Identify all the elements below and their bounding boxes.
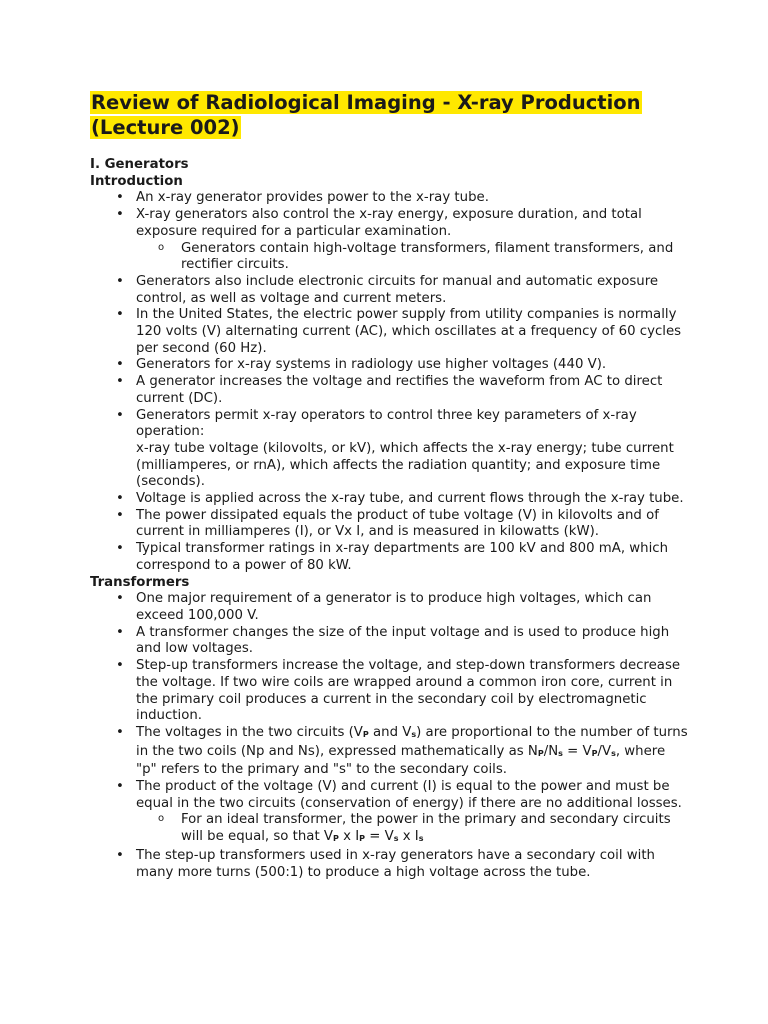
text-fragment: = V (562, 743, 592, 759)
list-item: • The power dissipated equals the product of tube voltage (V) in kilovolts and of current in milliamperes (I), or Vx I, and is measured in kilowatts (kW). (90, 508, 690, 541)
subscript: P (591, 748, 598, 758)
sub-list-item (136, 812, 690, 847)
list-item-continuation: x-ray tube voltage (kilovolts, or kV), which affects the x-ray energy; tube current (milliamperes, or rnA), which affects the radiation quantity; and exposure time (seconds). (136, 440, 674, 490)
list-item: • A transformer changes the size of the input voltage and is used to produce high and low voltages. (90, 625, 690, 658)
list-item: • Voltage is applied across the x-ray tube, and current flows through the x-ray tube. (90, 491, 690, 508)
text-fragment: /N (543, 743, 559, 759)
introduction-heading: Introduction (90, 173, 183, 189)
list-item (90, 779, 690, 848)
list-item (90, 408, 690, 492)
sub-list (136, 241, 690, 274)
title-line-2: (Lecture 002) (91, 116, 240, 139)
text-fragment: , where "p" refers to the primary and "s" to the secondary coils. (136, 743, 666, 778)
document-title (90, 90, 690, 140)
introduction-list (90, 190, 690, 574)
list-item (90, 207, 690, 274)
list-item: • The step-up transformers used in x-ray generators have a secondary coil with many more turns (500:1) to produce a high voltage across the tube. (90, 848, 690, 881)
transformers-list (90, 591, 690, 881)
subscript: s (558, 748, 563, 758)
text-fragment: = V (365, 829, 394, 845)
list-item-text: The product of the voltage (V) and current (I) is equal to the power and must be equal in the two circuits (conservation of energy) if there are no additional losses. (136, 779, 682, 811)
text-fragment: x I (338, 829, 360, 845)
subscript: P (359, 834, 365, 844)
title-line-1: Review of Radiological Imaging - X-ray Production (91, 91, 641, 114)
list-item: • Step-up transformers increase the voltage, and step-down transformers decrease the voltage. If two wire coils are wrapped around a common iron core, current in the primary coil produces a current in the secondary coil by electromagnetic induction. (90, 658, 690, 725)
list-item: • A generator increases the voltage and rectifies the waveform from AC to direct current (DC). (90, 374, 690, 407)
subscript: P (362, 729, 369, 739)
transformers-heading: Transformers (90, 574, 190, 590)
text-fragment: For an ideal transformer, the power in the primary and secondary circuits will be equal, so that V (181, 812, 671, 845)
text-fragment: /V (597, 743, 612, 759)
sub-list (136, 812, 690, 847)
sub-list-item: o Generators contain high-voltage transformers, filament transformers, and rectifier circuits. (136, 241, 690, 274)
list-item-text: Generators permit x-ray operators to control three key parameters of x-ray operation: (136, 407, 637, 440)
list-item (90, 725, 690, 779)
text-fragment: ) are proportional to the number of turns in the two coils (Np and Ns), expressed mathematically as N (136, 724, 688, 759)
text-fragment: and V (368, 724, 412, 740)
list-item: • Typical transformer ratings in x-ray departments are 100 kV and 800 mA, which correspond to a power of 80 kW. (90, 541, 690, 574)
list-item: • Generators also include electronic circuits for manual and automatic exposure control, as well as voltage and current meters. (90, 274, 690, 307)
list-item: • An x-ray generator provides power to the x-ray tube. (90, 190, 690, 207)
list-item: • Generators for x-ray systems in radiology use higher voltages (440 V). (90, 357, 690, 374)
text-fragment: x I (398, 829, 419, 845)
list-item-text: X-ray generators also control the x-ray energy, exposure duration, and total exposure required for a particular examination. (136, 207, 642, 239)
subscript: P (537, 748, 544, 758)
subscript: s (418, 834, 424, 844)
list-item: • One major requirement of a generator is to produce high voltages, which can exceed 100,000 V. (90, 591, 690, 624)
subscript: s (393, 834, 399, 844)
section-heading: I. Generators (90, 157, 189, 172)
subscript: s (611, 748, 616, 758)
text-fragment: The voltages in the two circuits (V (136, 724, 363, 740)
list-item: • In the United States, the electric power supply from utility companies is normally 120 volts (V) alternating current (AC), which oscillates at a frequency of 60 cycles per second (60 Hz). (90, 307, 690, 357)
subscript: P (333, 834, 339, 844)
subscript: s (411, 729, 417, 739)
document-body (90, 157, 690, 881)
